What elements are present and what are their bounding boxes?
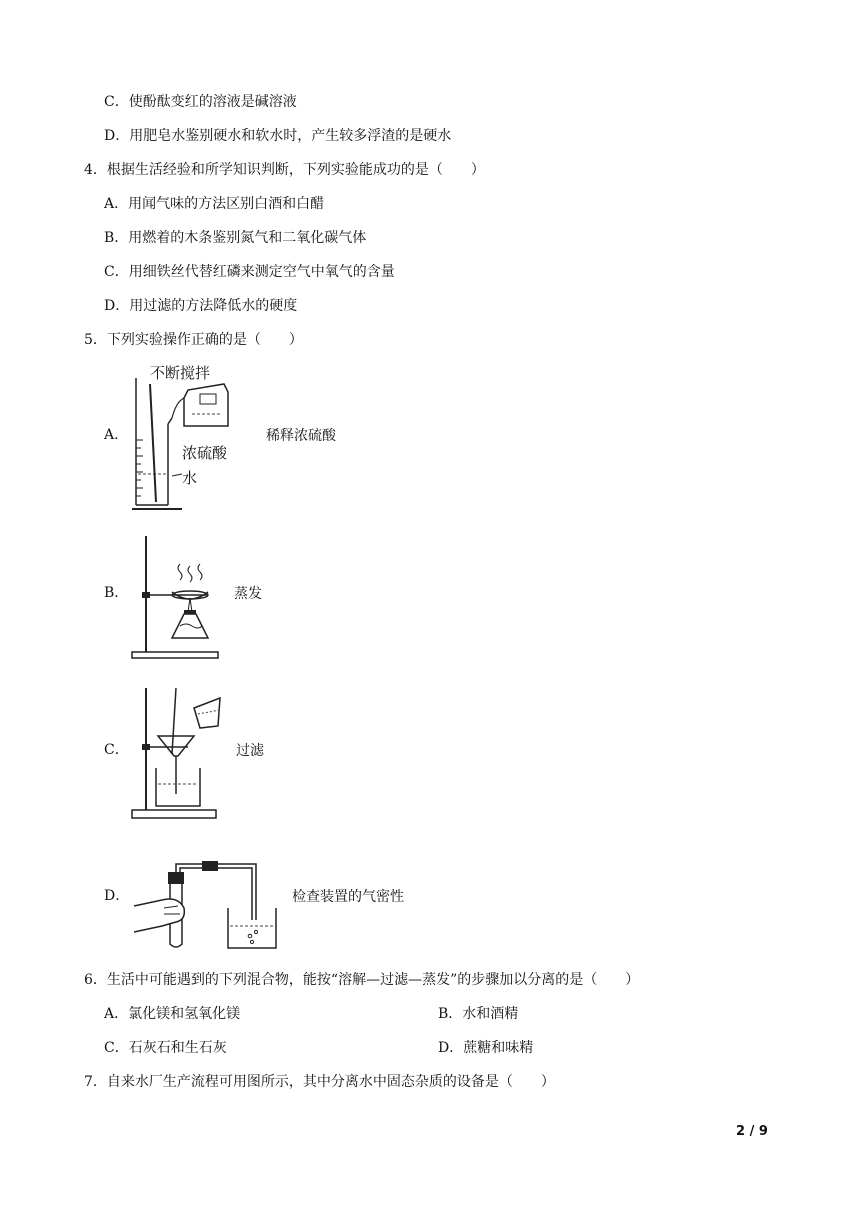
q4-option-d: D．用过滤的方法降低水的硬度 bbox=[104, 298, 298, 314]
q6-option-b: B．水和酒精 bbox=[438, 1006, 519, 1022]
q5-stem: 5．下列实验操作正确的是（ ） bbox=[84, 332, 303, 348]
q5-option-c-letter: C． bbox=[104, 742, 129, 758]
page-number: 2 / 9 bbox=[736, 1124, 768, 1139]
q4-option-a: A．用闻气味的方法区别白酒和白醋 bbox=[104, 196, 325, 212]
dilute-acid-figure bbox=[128, 364, 240, 512]
q5-option-d-letter: D． bbox=[104, 888, 130, 904]
q6-stem: 6．生活中可能遇到的下列混合物，能按“溶解—过滤—蒸发”的步骤加以分离的是（ ） bbox=[84, 972, 640, 988]
q5-option-c-caption: 过滤 bbox=[236, 743, 264, 759]
q3-option-d: D．用肥皂水鉴别硬水和软水时，产生较多浮渣的是硬水 bbox=[104, 128, 452, 144]
q3-option-c: C．使酚酞变红的溶液是碱溶液 bbox=[104, 94, 297, 110]
q6-option-d: D．蔗糖和味精 bbox=[438, 1040, 534, 1056]
label-water: 水 bbox=[182, 469, 198, 487]
q5-option-b-letter: B． bbox=[104, 585, 129, 601]
label-concentrated-acid: 浓硫酸 bbox=[182, 444, 228, 462]
q7-stem: 7．自来水厂生产流程可用图所示，其中分离水中固态杂质的设备是（ ） bbox=[84, 1074, 555, 1090]
q4-option-b: B．用燃着的木条鉴别氮气和二氧化碳气体 bbox=[104, 230, 367, 246]
q5-option-a-caption: 稀释浓硫酸 bbox=[266, 428, 336, 444]
q5-option-d-caption: 检查装置的气密性 bbox=[292, 889, 404, 905]
airtightness-figure bbox=[132, 850, 278, 952]
q5-option-a-letter: A． bbox=[104, 427, 129, 443]
label-stir: 不断搅拌 bbox=[150, 364, 211, 382]
q6-option-a: A．氯化镁和氢氧化镁 bbox=[104, 1006, 241, 1022]
q4-option-c: C．用细铁丝代替红磷来测定空气中氧气的含量 bbox=[104, 264, 395, 280]
evaporation-figure bbox=[128, 532, 224, 664]
filtration-figure bbox=[128, 684, 224, 822]
q6-option-c: C．石灰石和生石灰 bbox=[104, 1040, 227, 1056]
q5-option-b-caption: 蒸发 bbox=[234, 586, 262, 602]
q4-stem: 4．根据生活经验和所学知识判断，下列实验能成功的是（ ） bbox=[84, 162, 485, 178]
